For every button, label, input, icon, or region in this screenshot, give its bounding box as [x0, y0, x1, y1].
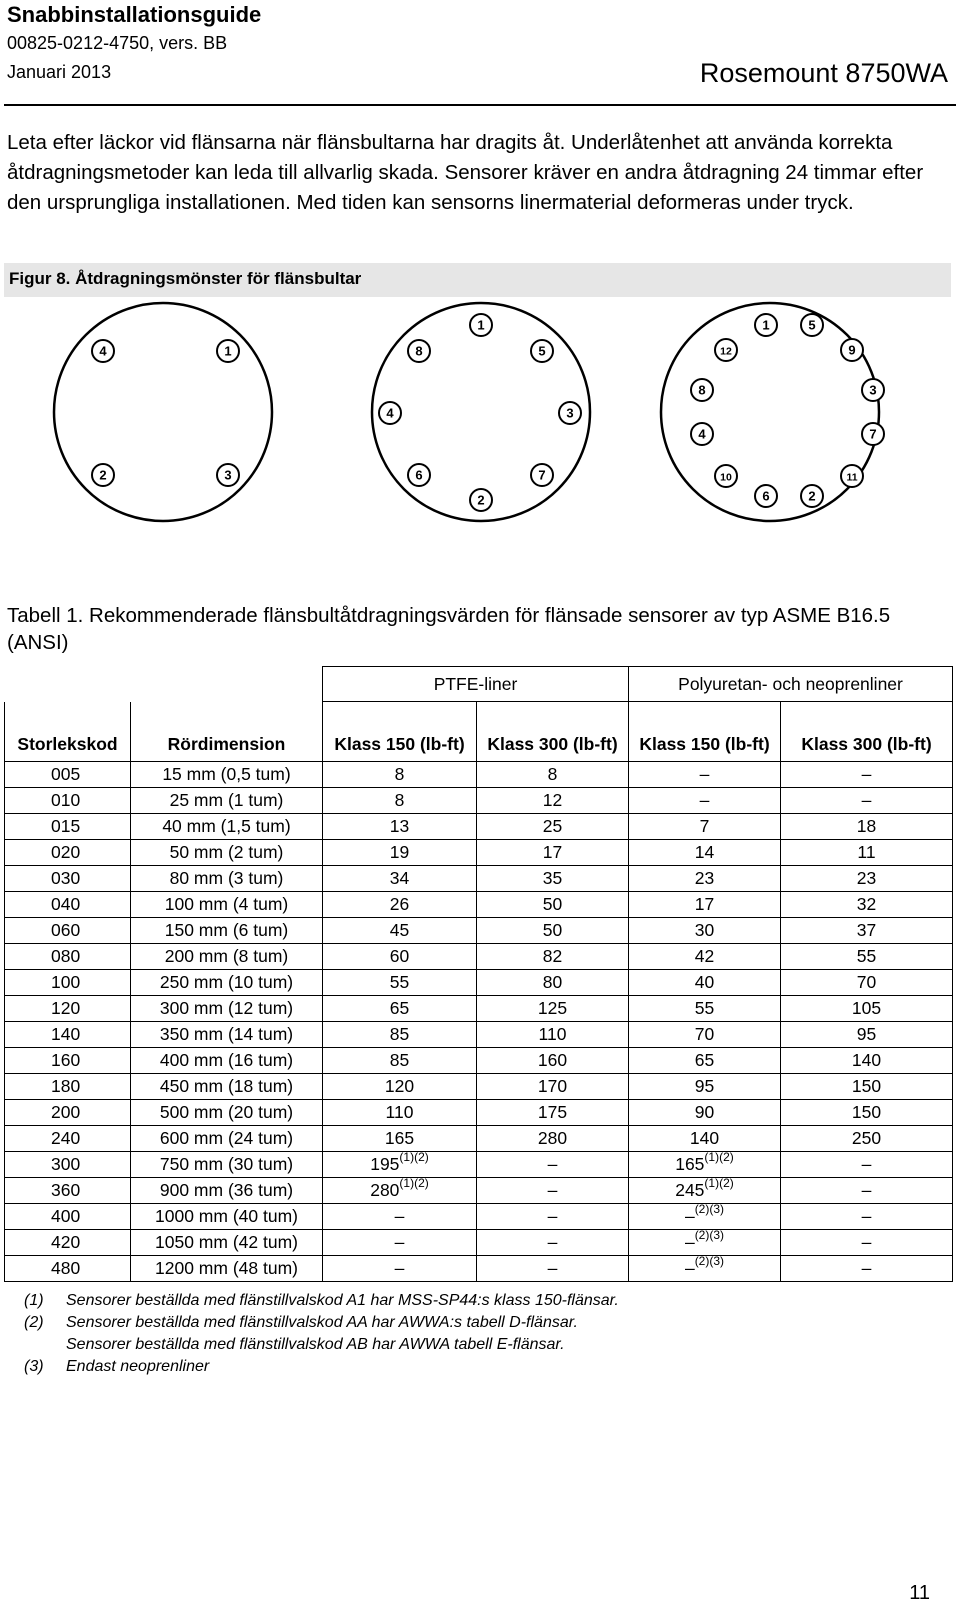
cell-ptfe-class300: 25	[477, 814, 629, 840]
cell-pipe-size: 50 mm (2 tum)	[131, 840, 323, 866]
cell-pipe-size: 500 mm (20 tum)	[131, 1100, 323, 1126]
cell-pu-class300: 11	[781, 840, 953, 866]
footnote	[24, 1312, 619, 1334]
cell-size-code: 240	[5, 1126, 131, 1152]
column-header-pipe-size: Rördimension	[131, 702, 323, 762]
cell-ptfe-class300: 110	[477, 1022, 629, 1048]
cell-pipe-size: 150 mm (6 tum)	[131, 918, 323, 944]
cell-pu-class150: 65	[629, 1048, 781, 1074]
cell-size-code: 020	[5, 840, 131, 866]
cell-pu-class150: 40	[629, 970, 781, 996]
cell-pu-class300: 105	[781, 996, 953, 1022]
cell-ptfe-class150: 34	[323, 866, 477, 892]
cell-ptfe-class150: 110	[323, 1100, 477, 1126]
cell-size-code: 200	[5, 1100, 131, 1126]
table-row	[5, 1100, 953, 1126]
cell-ptfe-class300: –	[477, 1256, 629, 1282]
cell-pu-class300: 70	[781, 970, 953, 996]
cell-pu-class300: –	[781, 1178, 953, 1204]
table-row	[5, 1074, 953, 1100]
cell-ptfe-class150: 26	[323, 892, 477, 918]
footnote-text: Sensorer beställda med flänstillvalskod AB har AWWA tabell E-flänsar.	[66, 1336, 565, 1353]
cell-ptfe-class150: 60	[323, 944, 477, 970]
bolt-number: 3	[224, 467, 232, 483]
cell-size-code: 015	[5, 814, 131, 840]
cell-value-display: $280^{(1)(2)}$	[370, 1176, 429, 1200]
cell-pu-class300: –	[781, 762, 953, 788]
cell-pipe-size: 1200 mm (48 tum)	[131, 1256, 323, 1282]
column-header-size-code: Storlekskod	[5, 702, 131, 762]
footnote-ref: (1)(2)	[399, 1176, 429, 1190]
cell-pu-class300: –	[781, 788, 953, 814]
column-header-ptfe-class150: Klass 150 (lb-ft)	[323, 702, 477, 762]
group-header-ptfe: PTFE-liner	[323, 667, 629, 702]
bolt-number: 8	[415, 343, 423, 359]
cell-ptfe-class150: 165	[323, 1126, 477, 1152]
cell-ptfe-class300: 17	[477, 840, 629, 866]
table-row	[5, 1022, 953, 1048]
cell-pu-class300: 150	[781, 1074, 953, 1100]
footnote-text: Sensorer beställda med flänstillvalskod A1 har MSS-SP44:s klass 150-flänsar.	[66, 1292, 619, 1309]
cell-pu-class150: 70	[629, 1022, 781, 1048]
cell-ptfe-class300: 160	[477, 1048, 629, 1074]
cell-pipe-size: 600 mm (24 tum)	[131, 1126, 323, 1152]
cell-ptfe-class150: 65	[323, 996, 477, 1022]
cell-pu-class150	[629, 1204, 781, 1230]
cell-size-code: 100	[5, 970, 131, 996]
bolt-number: 4	[386, 405, 394, 421]
bolt-number: 5	[808, 317, 816, 333]
table-row	[5, 944, 953, 970]
footnote-text: Endast neoprenliner	[66, 1358, 210, 1375]
cell-value-display: –$^{(2)(3)}$	[684, 1254, 725, 1278]
cell-pu-class150: 95	[629, 1074, 781, 1100]
bolt-number: 1	[224, 343, 232, 359]
cell-pu-class150	[629, 1152, 781, 1178]
cell-pu-class150: –	[629, 762, 781, 788]
cell-pu-class150: 23	[629, 866, 781, 892]
cell-pipe-size: 250 mm (10 tum)	[131, 970, 323, 996]
footnotes	[24, 1290, 619, 1378]
cell-ptfe-class300: 82	[477, 944, 629, 970]
cell-pipe-size: 400 mm (16 tum)	[131, 1048, 323, 1074]
column-header-pu-class150: Klass 150 (lb-ft)	[629, 702, 781, 762]
cell-ptfe-class150: 45	[323, 918, 477, 944]
cell-ptfe-class300: 12	[477, 788, 629, 814]
cell-ptfe-class150: 55	[323, 970, 477, 996]
bolt-number: 6	[762, 488, 770, 504]
cell-ptfe-class150: 13	[323, 814, 477, 840]
cell-ptfe-class300: –	[477, 1178, 629, 1204]
guide-title: Snabbinstallationsguide	[7, 2, 262, 27]
bolt-number: 10	[720, 471, 732, 484]
cell-ptfe-class150	[323, 1152, 477, 1178]
cell-ptfe-class150: –	[323, 1230, 477, 1256]
cell-ptfe-class150: 120	[323, 1074, 477, 1100]
bolt-number: 4	[99, 343, 107, 359]
cell-size-code: 120	[5, 996, 131, 1022]
cell-pu-class150: –	[629, 788, 781, 814]
cell-ptfe-class150: 19	[323, 840, 477, 866]
cell-pu-class300: 55	[781, 944, 953, 970]
bolt-number: 6	[415, 467, 423, 483]
bolt-number: 3	[869, 382, 877, 398]
table-row	[5, 1178, 953, 1204]
document-number: 00825-0212-4750, vers. BB	[7, 33, 228, 53]
cell-ptfe-class300: 50	[477, 892, 629, 918]
footnote-number: (1)	[24, 1292, 44, 1309]
cell-pipe-size: 15 mm (0,5 tum)	[131, 762, 323, 788]
cell-size-code: 300	[5, 1152, 131, 1178]
cell-ptfe-class300: –	[477, 1230, 629, 1256]
cell-ptfe-class150: 8	[323, 788, 477, 814]
footnote-ref: (2)(3)	[694, 1202, 725, 1216]
footnote-ref: (2)(3)	[694, 1228, 725, 1242]
table-row	[5, 840, 953, 866]
cell-size-code: 180	[5, 1074, 131, 1100]
cell-size-code: 005	[5, 762, 131, 788]
cell-pu-class300: –	[781, 1204, 953, 1230]
bolt-number: 11	[846, 471, 858, 484]
cell-pipe-size: 300 mm (12 tum)	[131, 996, 323, 1022]
cell-value-display: $165^{(1)(2)}$	[675, 1150, 734, 1174]
bolt-number: 2	[808, 488, 816, 504]
footnote-text: Sensorer beställda med flänstillvalskod AA har AWWA:s tabell D-flänsar.	[66, 1314, 578, 1331]
cell-pu-class300: –	[781, 1152, 953, 1178]
cell-pu-class300: 18	[781, 814, 953, 840]
cell-pu-class150: 7	[629, 814, 781, 840]
footnote-ref: (2)(3)	[694, 1254, 725, 1268]
table-row	[5, 814, 953, 840]
flange-pattern-12-bolt	[661, 303, 884, 521]
bolt-number: 12	[720, 345, 732, 358]
table-row	[5, 866, 953, 892]
footnote-number: (3)	[24, 1358, 44, 1375]
bolt-number: 4	[698, 426, 706, 442]
cell-value-display: –$^{(2)(3)}$	[684, 1228, 725, 1252]
cell-pu-class150	[629, 1178, 781, 1204]
flange-pattern-4-bolt	[54, 303, 272, 521]
cell-ptfe-class150: 85	[323, 1022, 477, 1048]
cell-value-display: $195^{(1)(2)}$	[370, 1150, 429, 1174]
cell-ptfe-class300: 35	[477, 866, 629, 892]
table-row	[5, 762, 953, 788]
cell-pipe-size: 40 mm (1,5 tum)	[131, 814, 323, 840]
cell-pipe-size: 750 mm (30 tum)	[131, 1152, 323, 1178]
bolt-torque-pattern-diagram	[0, 300, 960, 560]
cell-pipe-size: 25 mm (1 tum)	[131, 788, 323, 814]
bolt-number: 1	[477, 317, 485, 333]
cell-pu-class150: 30	[629, 918, 781, 944]
cell-pu-class300: 150	[781, 1100, 953, 1126]
cell-ptfe-class300: 175	[477, 1100, 629, 1126]
cell-ptfe-class300: 50	[477, 918, 629, 944]
cell-ptfe-class150: 8	[323, 762, 477, 788]
intro-paragraph: Leta efter läckor vid flänsarna när flänsbultarna har dragits åt. Underlåtenhet att använda korrekta åtdragningsmetoder kan leda till allvarlig skada. Sensorer kräver en andra åtdragning 24 timmar efter den ursprungliga installationen. Med tiden kan sensorns linermaterial deformeras under tryck.	[7, 131, 924, 214]
footnote-ref: (1)(2)	[704, 1150, 734, 1164]
column-header-pu-class300: Klass 300 (lb-ft)	[781, 702, 953, 762]
bolt-number: 7	[869, 426, 877, 442]
footnote	[24, 1356, 619, 1378]
cell-pu-class150: 90	[629, 1100, 781, 1126]
page-number: 11	[909, 1582, 930, 1604]
bolt-number: 9	[848, 342, 856, 358]
cell-value-display: $245^{(1)(2)}$	[675, 1176, 734, 1200]
cell-ptfe-class300: –	[477, 1152, 629, 1178]
cell-size-code: 060	[5, 918, 131, 944]
cell-ptfe-class300: 170	[477, 1074, 629, 1100]
group-header-polyurethane: Polyuretan- och neoprenliner	[629, 667, 953, 702]
bolt-number: 2	[99, 467, 107, 483]
cell-ptfe-class300: 8	[477, 762, 629, 788]
bolt-number: 7	[538, 467, 546, 483]
cell-pipe-size: 1000 mm (40 tum)	[131, 1204, 323, 1230]
cell-ptfe-class150: –	[323, 1256, 477, 1282]
cell-pu-class300: 140	[781, 1048, 953, 1074]
cell-pu-class150: 17	[629, 892, 781, 918]
footnote-ref: (1)(2)	[704, 1176, 734, 1190]
cell-pu-class150	[629, 1230, 781, 1256]
cell-pipe-size: 900 mm (36 tum)	[131, 1178, 323, 1204]
table-row	[5, 1230, 953, 1256]
table-row	[5, 1204, 953, 1230]
cell-pu-class300: 95	[781, 1022, 953, 1048]
cell-size-code: 040	[5, 892, 131, 918]
footnote-ref: (1)(2)	[399, 1150, 429, 1164]
cell-pu-class150	[629, 1256, 781, 1282]
cell-size-code: 160	[5, 1048, 131, 1074]
cell-pu-class150: 140	[629, 1126, 781, 1152]
cell-pipe-size: 80 mm (3 tum)	[131, 866, 323, 892]
table-caption: Tabell 1. Rekommenderade flänsbultåtdragningsvärden för flänsade sensorer av typ ASME B16.5 (ANSI)	[7, 604, 891, 654]
product-name: Rosemount 8750WA	[699, 58, 948, 88]
cell-pu-class150: 55	[629, 996, 781, 1022]
cell-value-display: –$^{(2)(3)}$	[684, 1202, 725, 1226]
cell-size-code: 030	[5, 866, 131, 892]
cell-pu-class150: 42	[629, 944, 781, 970]
header-divider	[4, 104, 956, 106]
cell-pipe-size: 450 mm (18 tum)	[131, 1074, 323, 1100]
cell-ptfe-class300: 280	[477, 1126, 629, 1152]
flange-pattern-8-bolt	[372, 303, 590, 521]
footnote	[24, 1334, 619, 1356]
cell-pu-class300: 32	[781, 892, 953, 918]
bolt-number: 3	[566, 405, 574, 421]
table-row	[5, 996, 953, 1022]
cell-pipe-size: 350 mm (14 tum)	[131, 1022, 323, 1048]
cell-pu-class300: 37	[781, 918, 953, 944]
torque-table	[4, 666, 953, 1282]
table-row	[5, 1152, 953, 1178]
cell-pipe-size: 200 mm (8 tum)	[131, 944, 323, 970]
cell-size-code: 140	[5, 1022, 131, 1048]
figure-caption: Figur 8. Åtdragningsmönster för flänsbultar	[9, 269, 362, 288]
footnote	[24, 1290, 619, 1312]
table-row	[5, 1256, 953, 1282]
flange-outline	[54, 303, 272, 521]
cell-size-code: 010	[5, 788, 131, 814]
table-row	[5, 892, 953, 918]
cell-pipe-size: 100 mm (4 tum)	[131, 892, 323, 918]
cell-pu-class300: 250	[781, 1126, 953, 1152]
bolt-number: 8	[698, 382, 706, 398]
bolt-number: 2	[477, 492, 485, 508]
table-row	[5, 788, 953, 814]
cell-size-code: 420	[5, 1230, 131, 1256]
cell-ptfe-class150	[323, 1178, 477, 1204]
bolt-number: 1	[762, 317, 770, 333]
cell-pu-class300: –	[781, 1230, 953, 1256]
table-row	[5, 1048, 953, 1074]
cell-pu-class300: –	[781, 1256, 953, 1282]
cell-ptfe-class150: –	[323, 1204, 477, 1230]
document-date: Januari 2013	[7, 62, 112, 82]
cell-ptfe-class300: 80	[477, 970, 629, 996]
cell-size-code: 360	[5, 1178, 131, 1204]
cell-ptfe-class300: 125	[477, 996, 629, 1022]
table-row	[5, 1126, 953, 1152]
cell-pu-class300: 23	[781, 866, 953, 892]
cell-pipe-size: 1050 mm (42 tum)	[131, 1230, 323, 1256]
cell-size-code: 080	[5, 944, 131, 970]
cell-ptfe-class300: –	[477, 1204, 629, 1230]
cell-pu-class150: 14	[629, 840, 781, 866]
table-row	[5, 970, 953, 996]
table-row	[5, 918, 953, 944]
bolt-number: 5	[538, 343, 546, 359]
table-body	[5, 762, 953, 1282]
cell-size-code: 480	[5, 1256, 131, 1282]
footnote-number: (2)	[24, 1314, 44, 1331]
cell-ptfe-class150: 85	[323, 1048, 477, 1074]
cell-size-code: 400	[5, 1204, 131, 1230]
header-spacer	[5, 667, 323, 702]
column-header-ptfe-class300: Klass 300 (lb-ft)	[477, 702, 629, 762]
